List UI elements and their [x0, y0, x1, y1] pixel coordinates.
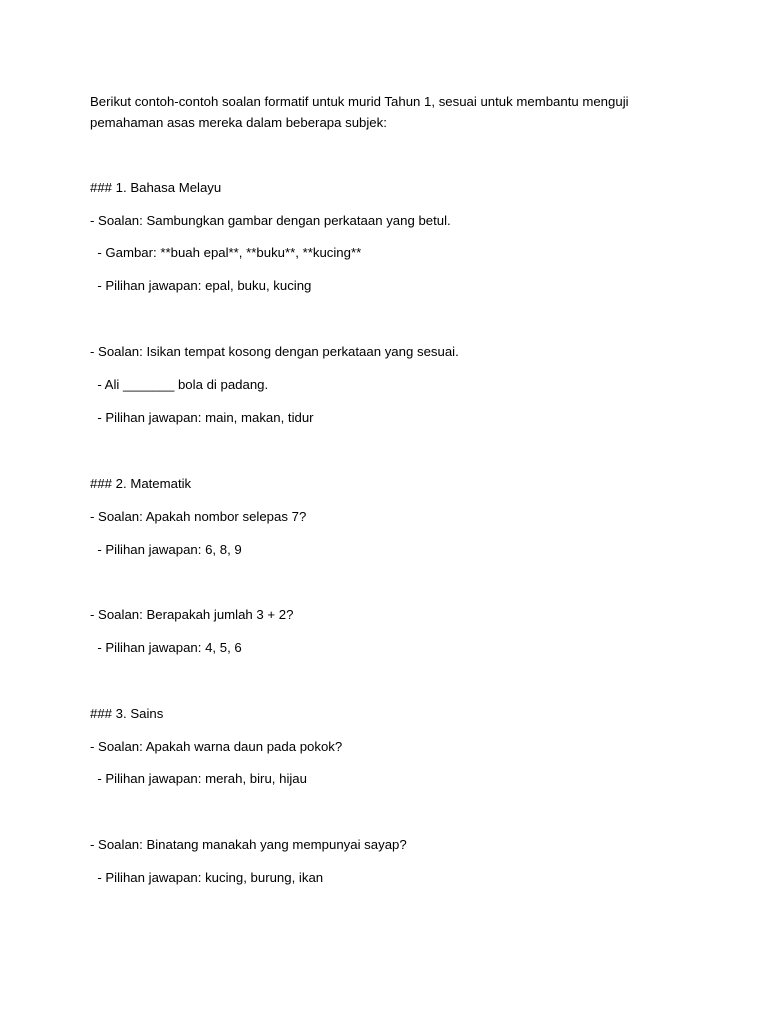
- answer-options-line: - Pilihan jawapan: 6, 8, 9: [90, 542, 242, 557]
- question-line: - Soalan: Binatang manakah yang mempunyai sayap?: [90, 837, 407, 852]
- question-line: - Soalan: Isikan tempat kosong dengan perkataan yang sesuai.: [90, 344, 459, 359]
- intro-line-2: pemahaman asas mereka dalam beberapa subjek:: [90, 115, 387, 130]
- answer-options-line: - Pilihan jawapan: 4, 5, 6: [90, 640, 242, 655]
- section-heading-matematik: ### 2. Matematik: [90, 476, 192, 491]
- answer-options-line: - Pilihan jawapan: epal, buku, kucing: [90, 278, 312, 293]
- question-detail-line: - Gambar: **buah epal**, **buku**, **kucing**: [90, 245, 362, 260]
- answer-options-line: - Pilihan jawapan: kucing, burung, ikan: [90, 870, 324, 885]
- question-line: - Soalan: Apakah nombor selepas 7?: [90, 509, 307, 524]
- answer-options-line: - Pilihan jawapan: main, makan, tidur: [90, 410, 314, 425]
- section-heading-bahasa-melayu: ### 1. Bahasa Melayu: [90, 180, 222, 195]
- question-line: - Soalan: Berapakah jumlah 3 + 2?: [90, 607, 294, 622]
- section-heading-sains: ### 3. Sains: [90, 706, 164, 721]
- intro-line-1: Berikut contoh-contoh soalan formatif untuk murid Tahun 1, sesuai untuk membantu menguji: [90, 94, 629, 109]
- answer-options-line: - Pilihan jawapan: merah, biru, hijau: [90, 771, 307, 786]
- question-line: - Soalan: Sambungkan gambar dengan perkataan yang betul.: [90, 213, 451, 228]
- question-line: - Soalan: Apakah warna daun pada pokok?: [90, 739, 343, 754]
- question-detail-line: - Ali _______ bola di padang.: [90, 377, 269, 392]
